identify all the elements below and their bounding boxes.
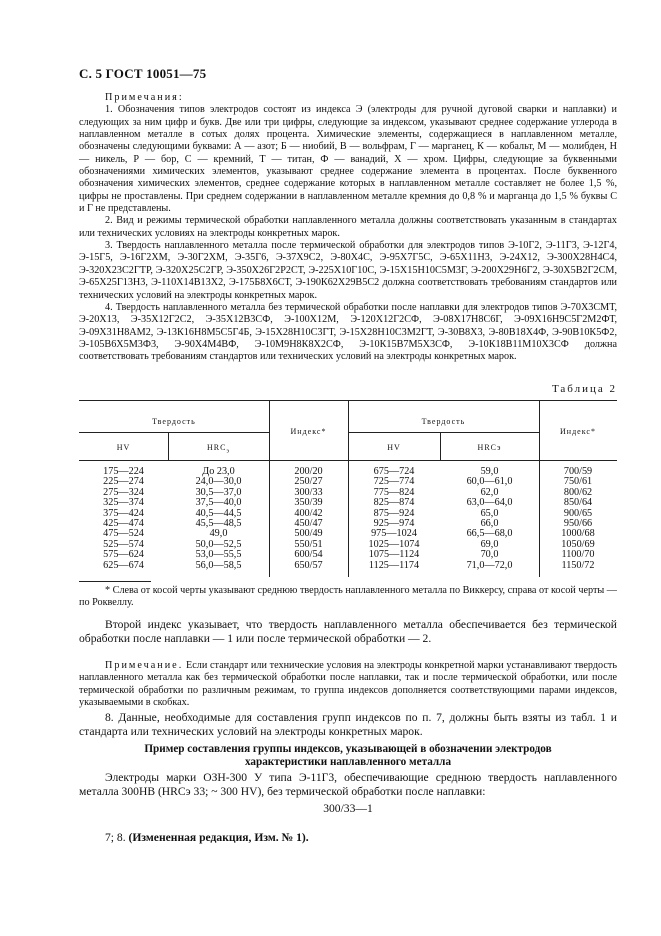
table-caption: Таблица 2 bbox=[551, 383, 617, 395]
cell-hv-left: 325—374 bbox=[103, 497, 144, 509]
cell-hv-right: 875—924 bbox=[373, 507, 415, 519]
column-hv-left bbox=[79, 467, 168, 571]
cell-index-right: 1100/70 bbox=[561, 549, 595, 561]
header-hrc-left bbox=[168, 443, 269, 455]
example-title-line-1: Пример составления группы индексов, указывающей в обозначении электродов bbox=[144, 743, 552, 755]
item-8 bbox=[79, 711, 617, 739]
hrc-left-sub: э bbox=[226, 448, 231, 455]
cell-hv-left: 275—324 bbox=[103, 486, 144, 498]
cell-hv-left: 625—674 bbox=[103, 559, 144, 571]
cell-hv-right: 1075—1124 bbox=[368, 549, 420, 561]
cell-hrc-right: 71,0—72,0 bbox=[466, 559, 513, 571]
cell-hv-right: 925—974 bbox=[373, 518, 415, 530]
cell-index-right: 950/66 bbox=[563, 518, 593, 530]
example-title bbox=[79, 743, 617, 768]
note-3: 3. Твердость наплавленного металла после термической обработки для электродов типов Э-10Г2, Э-11Г3, Э-12Г4, Э-15Г5, Э-16Г2ХМ, Э-30Г2ХМ, Э-35Г6, Э-37Х9С2, Э-80Х4С, Э-95Х7Г5С, Э-65Х11Н3, Э-24Х12, Э-300Х28Н4С4, Э-320Х23С2ГТР, Э-320Х25С2ГР, Э-350Х26Г2Р2СТ, Э-225Х10Г10С, Э-15Х15Н10С5М3Г, Э-200Х29Н6Г2, Э-30Х5В2Г2СМ, Э-65Х25Г13Н3, Э-110Х14В13Х2, Э-175Б8Х6СТ, Э-190К62Х29В5С2 должна соответствовать требованиям стандартов или технических условий на электроды конкретных марок. bbox=[79, 240, 617, 301]
cell-index-right: 1050/69 bbox=[561, 538, 595, 550]
cell-index-right: 1150/72 bbox=[561, 559, 595, 571]
cell-hrc-left: 56,0—58,5 bbox=[195, 559, 242, 571]
cell-index-left: 500/49 bbox=[294, 528, 323, 540]
cell-hrc-left: 45,5—48,5 bbox=[195, 518, 242, 530]
cell-index-left: 650/57 bbox=[294, 559, 323, 571]
note-2: 2. Вид и режимы термической обработки наплавленного металла должны соответствовать указанным в стандартах или технических условиях на электроды конкретных марок. bbox=[79, 215, 617, 239]
cell-index-right: 700/59 bbox=[563, 466, 593, 477]
column-hv-right bbox=[348, 467, 440, 571]
cell-hrc-right: 66,0 bbox=[480, 518, 499, 530]
edition-text: (Измененная редакция, Изм. № 1). bbox=[128, 831, 309, 844]
item-8-text: 8. Данные, необходимые для составления групп индексов по п. 7, должны быть взяты из табл. 1 и стандарта или технических условий на электроды конкретных марок. bbox=[79, 711, 617, 739]
cell-index-left: 200/20 bbox=[294, 466, 323, 477]
footnote-separator bbox=[79, 581, 151, 582]
cell-hrc-left: 30,5—37,0 bbox=[195, 486, 242, 498]
left-subheader-rule bbox=[79, 432, 269, 433]
column-index-left bbox=[269, 467, 348, 571]
cell-hv-right: 725—774 bbox=[373, 476, 415, 488]
cell-hrc-left: 24,0—30,0 bbox=[195, 476, 242, 488]
header-index-left: Индекс* bbox=[290, 427, 327, 436]
footnote bbox=[79, 585, 617, 610]
cell-hrc-right: 70,0 bbox=[480, 549, 499, 561]
cell-hv-left: 225—274 bbox=[103, 476, 144, 488]
cell-hv-right: 775—824 bbox=[373, 486, 415, 498]
header-hardness-right: Твердость bbox=[421, 417, 466, 426]
cell-hv-left: 375—424 bbox=[103, 507, 144, 519]
example-formula: 300/33—1 bbox=[323, 802, 373, 815]
header-hv-left: HV bbox=[116, 443, 131, 452]
note-2-block bbox=[79, 660, 617, 710]
right-subheader-rule bbox=[348, 432, 539, 433]
cell-hrc-left: 53,0—55,5 bbox=[195, 549, 242, 561]
cell-hv-right: 825—874 bbox=[373, 497, 415, 509]
cell-hrc-left: 40,5—44,5 bbox=[195, 507, 242, 519]
header-hrc-right: HRCэ bbox=[477, 443, 502, 452]
example-text: Электроды марки ОЗН-300 У типа Э-11Г3, обеспечивающие среднюю твердость наплавленного металла 300HB (HRCэ 33; ~ 300 HV), без термической обработки после наплавки: bbox=[79, 771, 617, 799]
note-2-paragraph bbox=[79, 660, 617, 710]
edition-prefix: 7; 8. bbox=[105, 831, 126, 844]
cell-hrc-right: 59,0 bbox=[480, 466, 499, 477]
cell-index-right: 900/65 bbox=[563, 507, 593, 519]
cell-index-left: 600/54 bbox=[294, 549, 323, 561]
cell-hv-left: 475—524 bbox=[103, 528, 144, 540]
cell-hrc-right: 69,0 bbox=[480, 538, 499, 550]
cell-hv-left: 525—574 bbox=[103, 538, 144, 550]
cell-index-right: 850/64 bbox=[563, 497, 593, 509]
example-paragraph bbox=[79, 771, 617, 799]
cell-index-right: 1000/68 bbox=[561, 528, 595, 540]
cell-hrc-right: 63,0—64,0 bbox=[466, 497, 513, 509]
cell-index-right: 750/61 bbox=[563, 476, 593, 488]
cell-hv-left: 575—624 bbox=[103, 549, 144, 561]
hrc-left-text: HRC bbox=[206, 443, 227, 452]
cell-hrc-right: 60,0—61,0 bbox=[466, 476, 513, 488]
cell-hv-right: 1125—1174 bbox=[368, 559, 420, 571]
header-hardness-left: Твердость bbox=[152, 417, 196, 426]
note-4: 4. Твердость наплавленного металла без термической обработки после наплавки для электродов типов Э-70Х3СМТ, Э-20Х13, Э-35Х12Г2С2, Э-35Х12В3СФ, Э-100Х12М, Э-120Х12Г2СФ, Э-08Х17Н8С6Г, Э-09Х16Н9С5Г2М2ФТ, Э-09Х31Н8АМ2, Э-13К16Н8М5С5Г4Б, Э-15Х28Н10С3ГТ, Э-15Х28Н10С3М2ГТ, Э-30В8Х3, Э-80В18Х4Ф, Э-90В10К5Ф2, Э-105В6Х5М3Ф3, Э-90Х4М4ВФ, Э-10М9Н8К8Х2СФ, Э-10К15В7М5Х3СФ, Э-10К18В11М10Х3СФ должна соответствовать требованиям стандартов или технических условий на электроды конкретных марок. bbox=[79, 301, 617, 363]
second-index-paragraph bbox=[79, 618, 617, 646]
notes-block bbox=[79, 92, 617, 364]
cell-hrc-right: 65,0 bbox=[480, 507, 499, 519]
column-hrc-right bbox=[440, 467, 539, 571]
hardness-table bbox=[79, 400, 617, 578]
cell-index-left: 400/42 bbox=[294, 507, 323, 519]
cell-hv-right: 1025—1074 bbox=[368, 538, 420, 550]
cell-hrc-left: 50,0—52,5 bbox=[195, 538, 242, 550]
cell-hrc-left: До 23,0 bbox=[202, 466, 235, 477]
cell-hrc-left: 49,0 bbox=[209, 528, 228, 540]
cell-index-left: 550/51 bbox=[294, 538, 323, 550]
column-index-right bbox=[539, 467, 617, 571]
cell-hrc-right: 66,5—68,0 bbox=[466, 528, 513, 540]
note-2-text: Если стандарт или технические условия на электроды конкретной марки устанавливают твердость наплавленного металла как без термической обработки после наплавки, так и после термической обработки, или после термической обработки по различным режимам, то группа индексов дополняется соответствующими парами индексов, указываемыми в скобках. bbox=[79, 660, 618, 709]
footnote-text: * Слева от косой черты указывают среднюю твердость наплавленного металла по Виккерсу, справа от косой черты — по Роквеллу. bbox=[79, 585, 617, 609]
cell-hv-left: 175—224 bbox=[103, 466, 144, 477]
note-2-title: Примечание. bbox=[105, 660, 184, 671]
cell-hv-left: 425—474 bbox=[103, 518, 144, 530]
cell-hrc-left: 37,5—40,0 bbox=[195, 497, 242, 509]
column-hrc-left bbox=[168, 467, 269, 571]
header-hv-right: HV bbox=[387, 443, 401, 452]
cell-hrc-right: 62,0 bbox=[480, 486, 499, 498]
cell-hv-right: 675—724 bbox=[373, 466, 415, 477]
cell-index-left: 300/33 bbox=[294, 486, 323, 498]
cell-index-right: 800/62 bbox=[563, 486, 593, 498]
note-1: 1. Обозначения типов электродов состоят из индекса Э (электроды для ручной дуговой сварки и наплавки) и следующих за ним цифр и букв. Две или три цифры, следующие за индексом, указывают среднее содержание углерода в наплавленном металле в сотых долях процента. Химические элементы, содержащиеся в наплавленном металле, обозначены следующими буквами: А — азот; Б — ниобий, В — вольфрам, Г — марганец, К — кобальт, М — молибден, Н — никель, Р — бор, С — кремний, Т — титан, Ф — ванадий, Х — хром. Цифры, следующие за буквенными обозначениями химических элементов, указывают среднее содержание элемента в процентах. После буквенного обозначения химических элементов, среднее содержание которых в наплавленном металле составляет не более 1,5 %, цифры не проставлены. При среднем содержании в наплавленном металле кремния до 0,8 % и марганца до 1,5 % буквы С и Г не представлены. bbox=[79, 104, 617, 215]
second-index-text: Второй индекс указывает, что твердость наплавленного металла обеспечивается без термической обработки после наплавки — 1 или после термической обработки — 2. bbox=[79, 618, 617, 646]
cell-index-left: 450/47 bbox=[294, 518, 323, 530]
cell-hv-right: 975—1024 bbox=[371, 528, 417, 540]
example-title-line-2: характеристики наплавленного металла bbox=[244, 755, 452, 768]
edition-note bbox=[105, 831, 309, 844]
page-header: С. 5 ГОСТ 10051—75 bbox=[79, 66, 207, 81]
header-index-right: Индекс* bbox=[560, 427, 596, 436]
cell-index-left: 350/39 bbox=[294, 497, 323, 509]
cell-index-left: 250/27 bbox=[294, 476, 323, 488]
notes-title: Примечания: bbox=[105, 92, 184, 103]
